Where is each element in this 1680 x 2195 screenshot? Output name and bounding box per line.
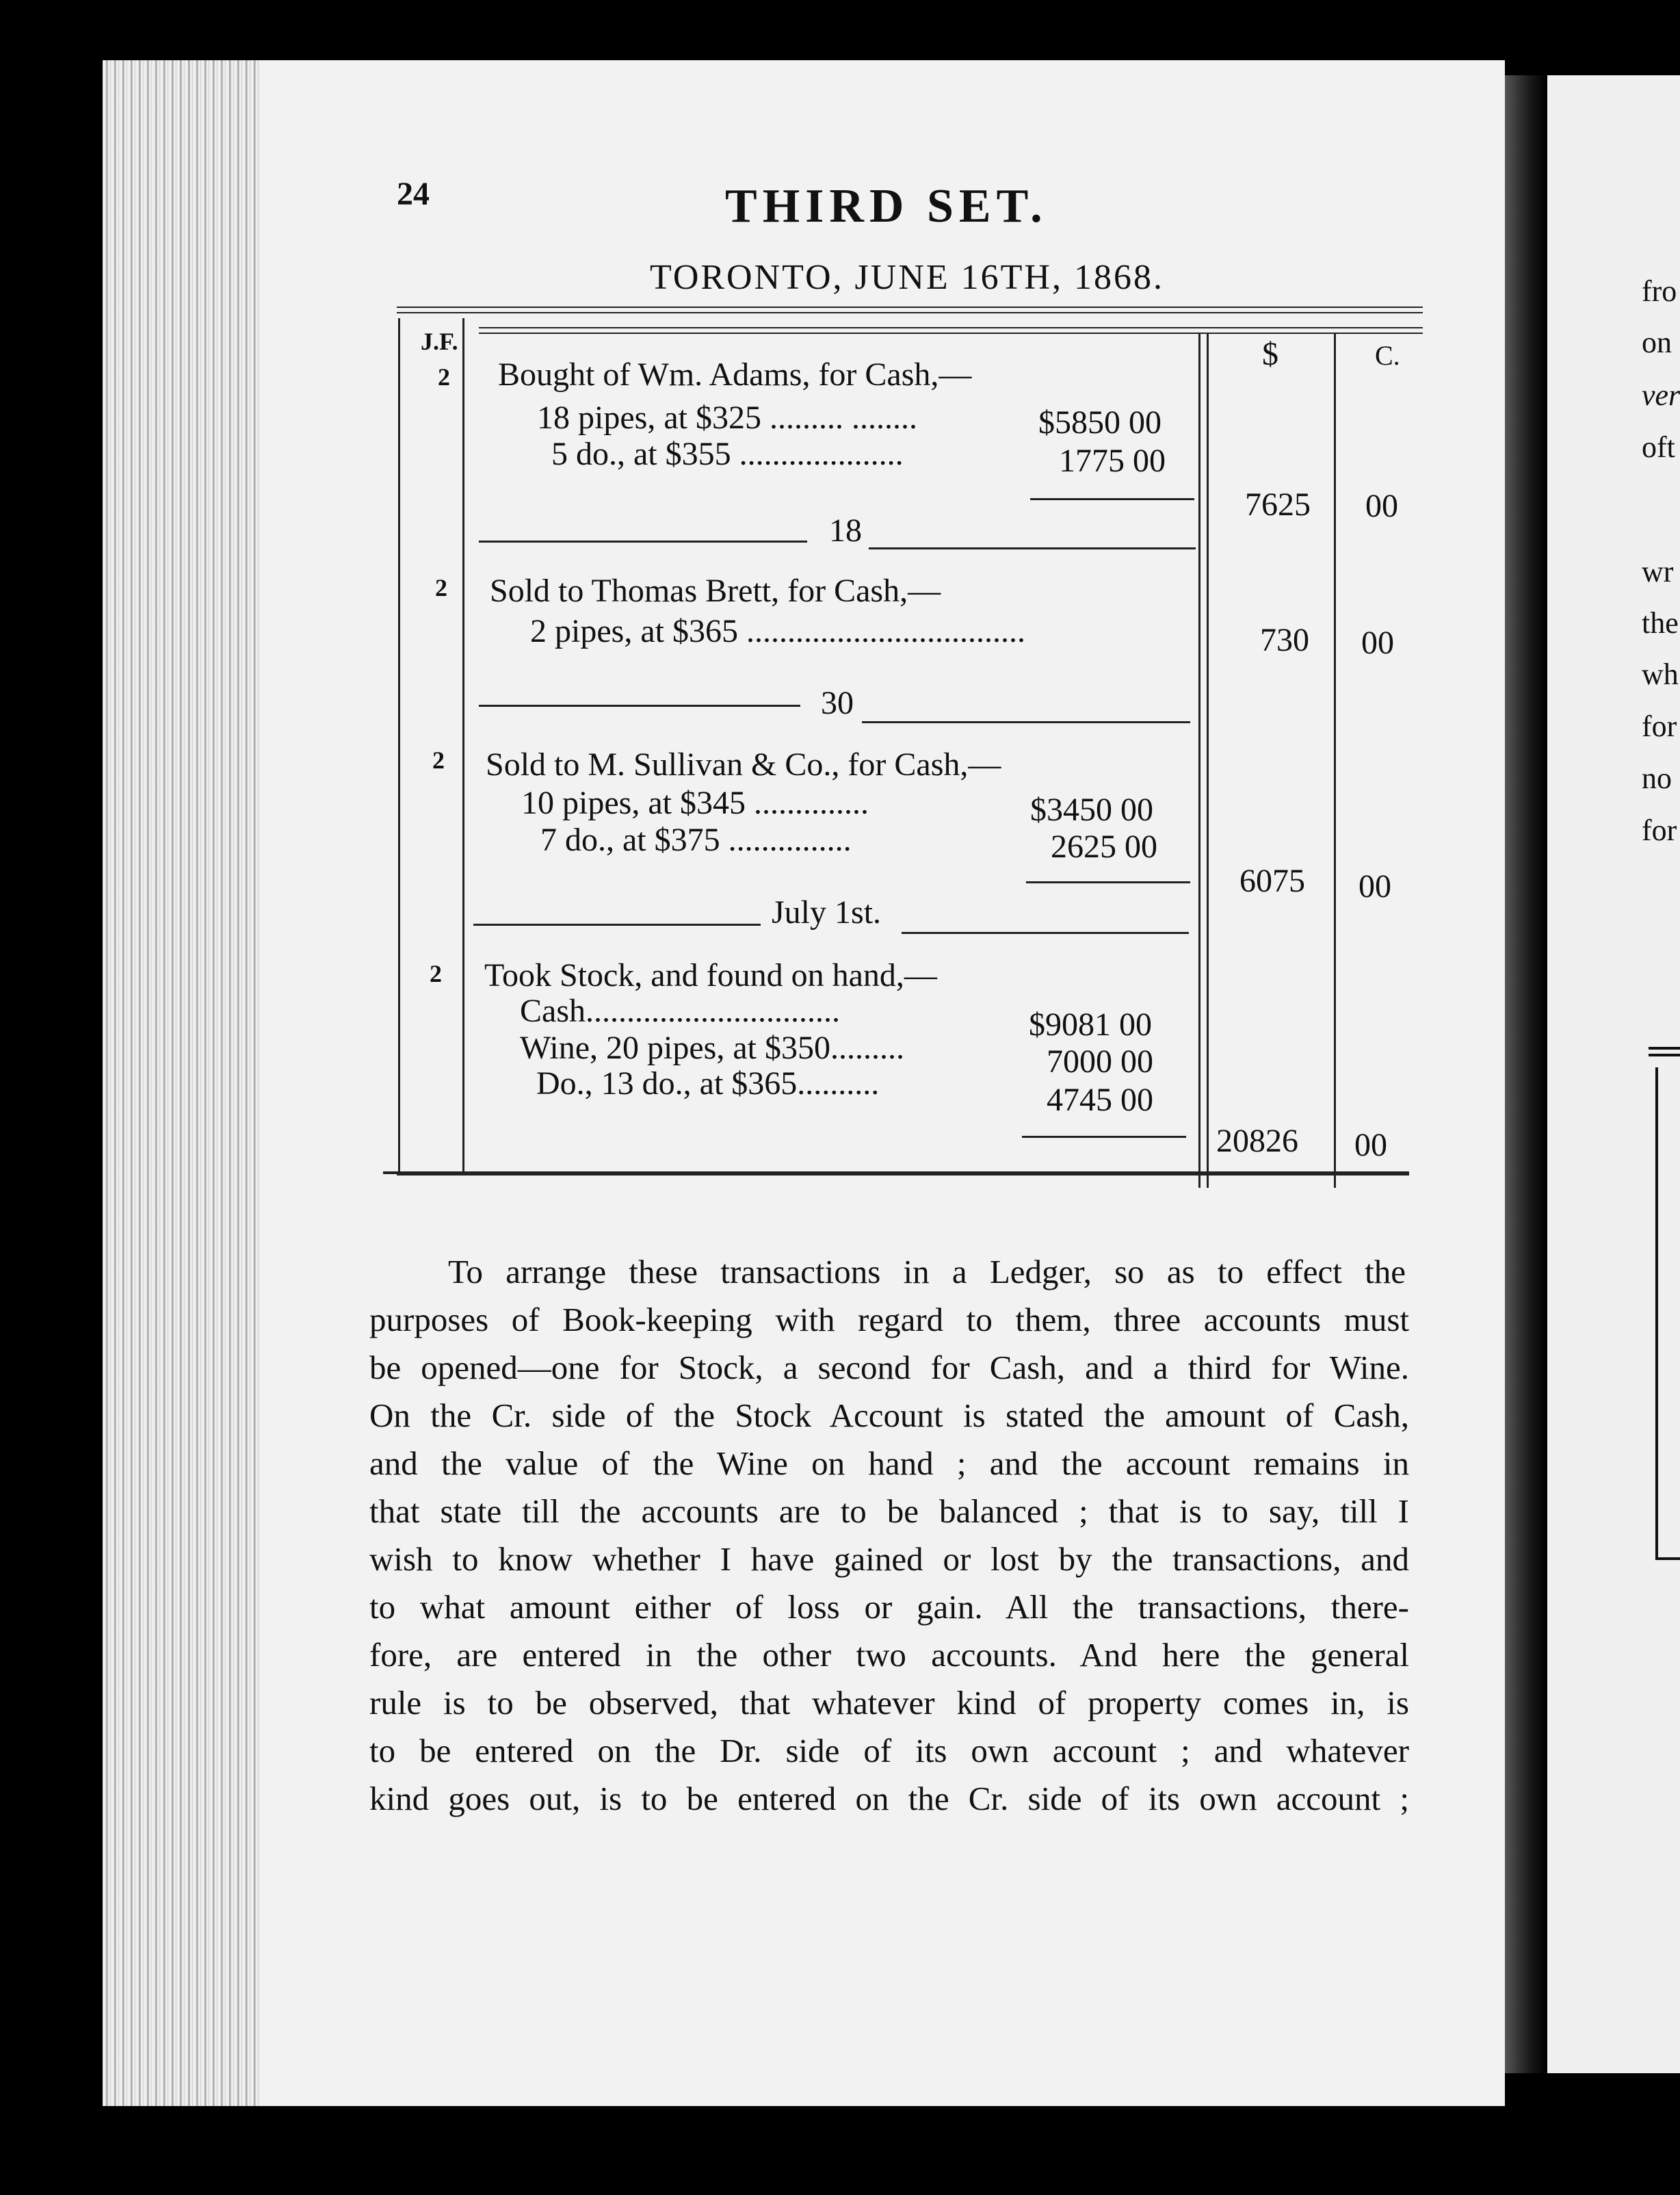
entry-description: Sold to Thomas Brett, for Cash,— xyxy=(490,573,941,609)
facing-page-fragment: on xyxy=(1642,326,1672,359)
entry-total-dollars: 730 xyxy=(1260,622,1309,658)
facing-page-fragment: no xyxy=(1642,762,1672,795)
entry-item-amount: 2625 00 xyxy=(1051,829,1157,865)
page-edges xyxy=(103,60,263,2106)
paragraph-line: rule is to be observed, that whatever kind of property comes in, is xyxy=(369,1684,1409,1722)
entry-total-cents: 00 xyxy=(1359,868,1391,905)
paragraph-line: fore, are entered in the other two accounts. And here the general xyxy=(369,1636,1409,1674)
book-gutter xyxy=(1505,75,1546,2073)
paragraph-line: that state till the accounts are to be balanced ; that is to say, till I xyxy=(369,1492,1409,1530)
paragraph-line: to what amount either of loss or gain. All the transactions, there- xyxy=(369,1588,1409,1626)
facing-page-fragment: ver xyxy=(1642,378,1680,412)
facing-page-rule xyxy=(1649,1054,1680,1056)
facing-page-fragment: for xyxy=(1642,710,1677,743)
entry-item: 10 pipes, at $345 .............. xyxy=(521,785,869,821)
date-rule xyxy=(869,547,1196,549)
entry-item: 18 pipes, at $325 ......... ........ xyxy=(537,400,917,436)
date-label: 30 xyxy=(821,685,854,721)
ledger-column-rule xyxy=(462,318,464,1173)
ledger-bottom-rule xyxy=(397,1174,1409,1176)
facing-page-rule xyxy=(1655,1557,1680,1560)
date-rule xyxy=(479,541,807,543)
facing-page-rule xyxy=(1649,1047,1680,1050)
facing-page-fragment: fro xyxy=(1642,274,1677,308)
entry-description: Took Stock, and found on hand,— xyxy=(484,957,937,993)
ledger-column-rule xyxy=(398,318,400,1173)
entry-item-amount: $9081 00 xyxy=(1029,1006,1152,1043)
entry-item-amount: 1775 00 xyxy=(1059,443,1166,479)
paragraph-line: purposes of Book-keeping with regard to them, three accounts must xyxy=(369,1301,1409,1338)
entry-total-cents: 00 xyxy=(1365,488,1398,524)
date-rule xyxy=(862,721,1190,723)
entry-jf: 2 xyxy=(435,574,447,601)
date-label: 18 xyxy=(829,512,862,549)
jf-column-header: J.F. xyxy=(421,328,458,355)
paragraph-line: be opened—one for Stock, a second for Cash, and a third for Wine. xyxy=(369,1349,1409,1386)
entry-jf: 2 xyxy=(432,746,445,774)
ledger-top-rule xyxy=(397,312,1423,313)
facing-page-fragment: wh xyxy=(1642,658,1679,691)
ledger-top-rule xyxy=(479,333,1423,334)
facing-page-fragment: for xyxy=(1642,814,1677,847)
entry-total-cents: 00 xyxy=(1361,625,1394,661)
entry-item: 5 do., at $355 .................... xyxy=(551,436,904,472)
section-title: THIRD SET. xyxy=(725,180,1048,233)
facing-page-fragment: oft xyxy=(1642,430,1675,464)
facing-page-fragment: wr xyxy=(1642,555,1674,588)
ledger-column-rule xyxy=(1207,333,1209,1188)
subtotal-rule xyxy=(1026,881,1190,883)
entry-total-dollars: 7625 xyxy=(1245,486,1311,523)
ledger-column-rule xyxy=(1334,333,1336,1188)
page-number: 24 xyxy=(397,176,430,212)
subtotal-rule xyxy=(1022,1136,1186,1138)
entry-item-amount: $5850 00 xyxy=(1038,404,1161,441)
entry-description: Bought of Wm. Adams, for Cash,— xyxy=(498,356,972,393)
entry-item-amount: $3450 00 xyxy=(1030,792,1153,828)
entry-jf: 2 xyxy=(430,960,442,987)
ledger-top-rule xyxy=(479,327,1423,328)
paragraph-line: and the value of the Wine on hand ; and the account remains in xyxy=(369,1444,1409,1482)
facing-page xyxy=(1547,75,1680,2073)
cents-column-header: C. xyxy=(1375,340,1400,371)
entry-total-cents: 00 xyxy=(1354,1127,1387,1163)
paragraph-line: wish to know whether I have gained or lost by the transactions, and xyxy=(369,1540,1409,1578)
facing-page-fragment: the xyxy=(1642,606,1679,640)
date-rule xyxy=(479,705,800,707)
paragraph-line: To arrange these transactions in a Ledger, so as to effect the xyxy=(448,1253,1406,1290)
entry-item: Cash............................... xyxy=(520,993,840,1029)
subtotal-rule xyxy=(1030,498,1194,500)
paragraph-line: to be entered on the Dr. side of its own account ; and whatever xyxy=(369,1732,1409,1769)
entry-item: 7 do., at $375 ............... xyxy=(540,822,852,858)
date-rule xyxy=(473,924,761,926)
entry-total-dollars: 20826 xyxy=(1216,1123,1298,1159)
entry-jf: 2 xyxy=(438,363,450,391)
date-label: July 1st. xyxy=(772,894,882,931)
paragraph-line: kind goes out, is to be entered on the Cr. side of its own account ; xyxy=(369,1780,1409,1817)
entry-item: 2 pipes, at $365 .................................. xyxy=(530,613,1025,649)
entry-total-dollars: 6075 xyxy=(1239,863,1305,899)
ledger-top-rule xyxy=(397,307,1423,308)
dateline: TORONTO, JUNE 16TH, 1868. xyxy=(650,258,1164,297)
entry-item-amount: 4745 00 xyxy=(1047,1082,1153,1118)
entry-item: Wine, 20 pipes, at $350......... xyxy=(520,1030,904,1066)
date-rule xyxy=(902,932,1189,934)
paragraph-line: On the Cr. side of the Stock Account is stated the amount of Cash, xyxy=(369,1397,1409,1434)
entry-item: Do., 13 do., at $365.......... xyxy=(536,1065,880,1102)
facing-page-rule xyxy=(1655,1067,1658,1560)
entry-description: Sold to M. Sullivan & Co., for Cash,— xyxy=(486,746,1001,783)
dollars-column-header: $ xyxy=(1262,336,1278,372)
entry-item-amount: 7000 00 xyxy=(1047,1043,1153,1080)
ledger-column-rule xyxy=(1198,333,1200,1188)
